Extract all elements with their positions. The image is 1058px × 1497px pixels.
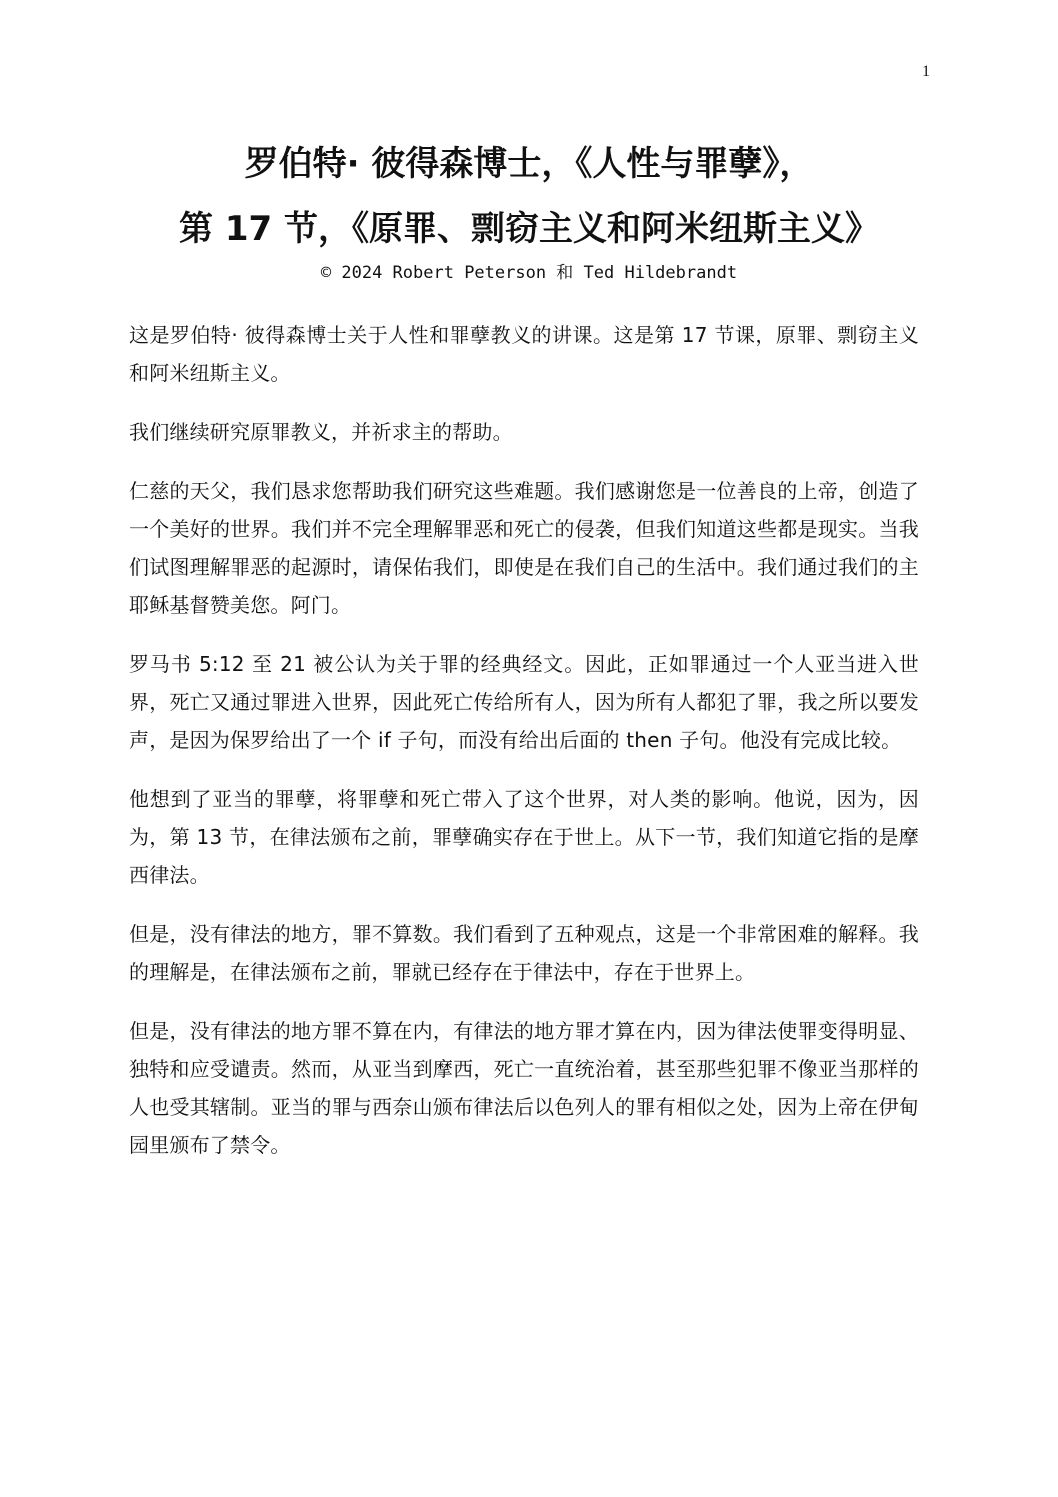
paragraph-romans-5: 罗马书 5:12 至 21 被公认为关于罪的经典经文。因此，正如罪通过一个人亚当进入世界，死亡又通过罪进入世界，因此死亡传给所有人，因为所有人都犯了罪，我之所以要发声，是因为保罗给出了一个 if 子句，而没有给出后面的 then 子句。他没有完成比较。 bbox=[129, 652, 919, 752]
paragraph-law-views: 但是，没有律法的地方，罪不算数。我们看到了五种观点，这是一个非常困难的解释。我的理解是，在律法颁布之前，罪就已经存在于律法中，存在于世界上。 bbox=[129, 922, 919, 984]
paragraph-prayer: 仁慈的天父，我们恳求您帮助我们研究这些难题。我们感谢您是一位善良的上帝，创造了一个美好的世界。我们并不完全理解罪恶和死亡的侵袭，但我们知道这些都是现实。当我们试图理解罪恶的起源时，请保佑我们，即使是在我们自己的生活中。我们通过我们的主耶稣基督赞美您。阿门。 bbox=[129, 479, 919, 617]
paragraph-intro: 这是罗伯特· 彼得森博士关于人性和罪孽教义的讲课。这是第 17 节课，原罪、剽窃主义和阿米纽斯主义。 bbox=[129, 323, 919, 385]
document-title-line-1: 罗伯特· 彼得森博士，《人性与罪孽》， bbox=[244, 144, 814, 184]
document-body bbox=[129, 316, 919, 1185]
copyright-line: © 2024 Robert Peterson 和 Ted Hildebrandt bbox=[320, 263, 738, 283]
paragraph-adam-sin: 他想到了亚当的罪孽，将罪孽和死亡带入了这个世界，对人类的影响。他说，因为，因为，第 13 节，在律法颁布之前，罪孽确实存在于世上。从下一节，我们知道它指的是摩西律法。 bbox=[129, 787, 919, 887]
page-number: 1 bbox=[922, 63, 930, 80]
paragraph-continue-study: 我们继续研究原罪教义，并祈求主的帮助。 bbox=[129, 420, 513, 444]
paragraph-death-reign: 但是，没有律法的地方罪不算在内，有律法的地方罪才算在内，因为律法使罪变得明显、独特和应受谴责。然而，从亚当到摩西，死亡一直统治着，甚至那些犯罪不像亚当那样的人也受其辖制。亚当的罪与西奈山颁布律法后以色列人的罪有相似之处，因为上帝在伊甸园里颁布了禁令。 bbox=[129, 1019, 919, 1157]
document-title-line-2: 第 17 节，《原罪、剽窃主义和阿米纽斯主义》 bbox=[179, 209, 879, 249]
